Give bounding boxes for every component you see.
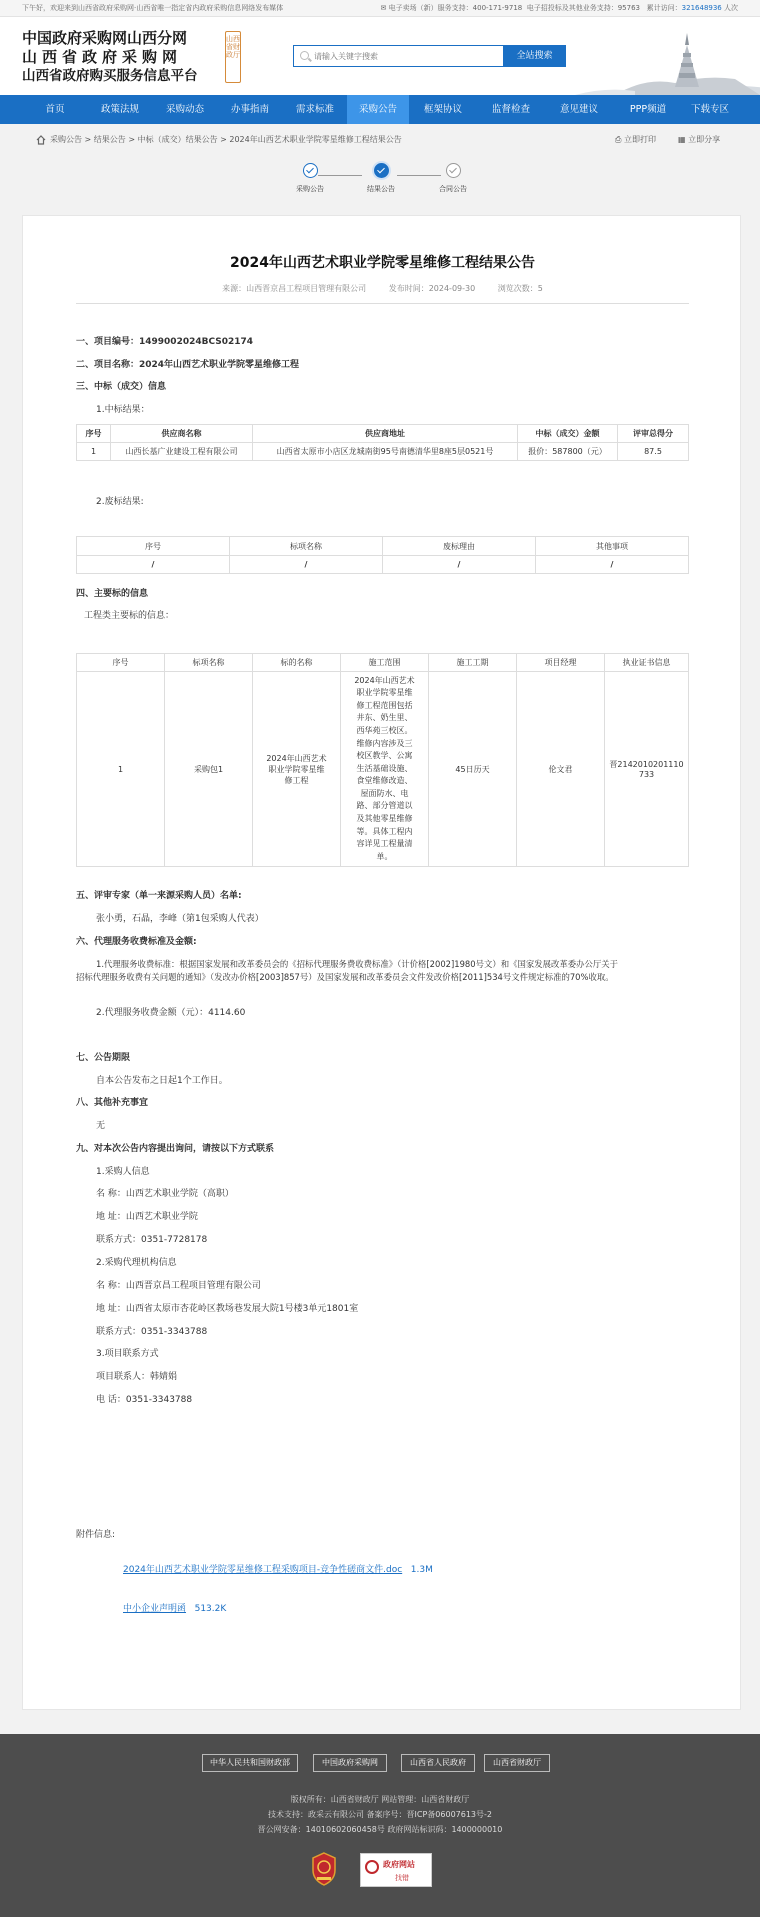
party-emblem-icon[interactable]	[311, 1852, 337, 1886]
agency-info-heading: 2.采购代理机构信息	[96, 1258, 177, 1268]
divider	[76, 303, 689, 304]
project-contact-heading: 3.项目联系方式	[96, 1349, 159, 1359]
business-support: 电子招投标及其他业务支持：95763	[526, 4, 640, 12]
table-header: 标的名称	[253, 654, 341, 672]
scope-line: 路、部分管道以	[356, 801, 413, 811]
article-source: 来源：山西晋京昌工程项目管理有限公司	[222, 284, 367, 293]
attachment-link-sme-declaration[interactable]: 中小企业声明函	[123, 1604, 187, 1614]
scope-line: 修工程范围包括	[356, 700, 413, 710]
nav-item-framework[interactable]: 框架协议	[423, 104, 462, 115]
void-table	[76, 536, 689, 574]
nav-item-supervision[interactable]: 监督检查	[491, 104, 530, 115]
printer-icon: ⎙	[615, 135, 622, 144]
scope-line: 维修内容涉及三	[356, 738, 413, 748]
table-header: 施工范围	[341, 654, 429, 672]
main-items-table	[76, 653, 689, 867]
search-box	[293, 45, 503, 67]
footer-copyright: 版权所有：山西省财政厅 网站管理：山西省财政厅	[290, 1795, 470, 1804]
purchaser-name: 名 称：山西艺术职业学院（高职）	[96, 1189, 234, 1199]
other-text: 无	[96, 1121, 106, 1131]
table-cell: /	[77, 556, 230, 574]
table-header: 项目经理	[517, 654, 605, 672]
scope-line: 屋面防水、电	[360, 788, 409, 798]
scope-line: 及其他零星维修	[356, 814, 413, 824]
footer-link-mof[interactable]: 中华人民共和国财政部	[202, 1754, 298, 1772]
support-info	[381, 0, 738, 17]
article-meta	[23, 283, 742, 294]
print-label: 立即打印	[623, 135, 656, 144]
fee-standard-line-2: 招标代理服务收费有关问题的通知》（发改办价格[2003]857号）及国家发展和改革委员会文件发改价格[2011]534号文件规定标准的70%收取。	[76, 972, 614, 982]
footer-link-ccgp[interactable]: 中国政府采购网	[313, 1754, 387, 1772]
nav-item-announcements[interactable]: 采购公告	[347, 95, 409, 124]
main-nav	[0, 95, 760, 124]
table-row	[77, 672, 689, 867]
section-contact: 九、对本次公告内容提出询问，请按以下方式联系	[76, 1144, 275, 1154]
site-search-button[interactable]: 全站搜索	[503, 45, 566, 67]
nav-item-home[interactable]: 首页	[45, 104, 65, 115]
project-manager: 伦文君	[517, 672, 605, 867]
article-views: 浏览次数：5	[497, 284, 543, 293]
package-name: 采购包1	[165, 672, 253, 867]
progress-steps	[0, 163, 760, 205]
logo-line-2: 山西省政府采购网	[22, 48, 183, 66]
footer-tech-support: 技术支持：政采云有限公司 备案序号：晋ICP备06007613号-2	[267, 1810, 492, 1819]
share-label: 立即分享	[688, 135, 721, 144]
scope-line: 等。具体工程内	[356, 826, 413, 836]
attachment-link-bid-document[interactable]: 2024年山西艺术职业学院零星维修工程采购项目-竞争性磋商文件.doc	[123, 1565, 403, 1575]
table-cell: /	[383, 556, 536, 574]
nav-item-policy[interactable]: 政策法规	[100, 104, 139, 115]
site-header	[0, 17, 760, 95]
table-cell: 1	[77, 672, 165, 867]
table-row	[77, 443, 689, 461]
table-header: 废标理由	[383, 537, 536, 556]
badge-title: 政府网站	[383, 1860, 415, 1869]
project-contact-person: 项目联系人：韩婧娟	[96, 1372, 178, 1382]
fee-standard-line-1: 1.代理服务收费标准：根据国家发展和改革委员会的《招标代理服务费收费标准》（计价格[2002]1980号文）和《国家发展改革委办公厅关于	[96, 959, 618, 969]
attachment-size: 513.2K	[194, 1604, 227, 1614]
article-date: 发布时间：2024-09-30	[388, 284, 476, 293]
step-label: 合同公告	[439, 185, 467, 193]
section-award-info: 三、中标（成交）信息	[76, 382, 167, 392]
attachment-size: 1.3M	[410, 1565, 433, 1575]
table-header: 施工工期	[429, 654, 517, 672]
step-result	[351, 163, 411, 194]
finance-dept-seal: 山西省财政厅	[225, 31, 241, 83]
nav-item-feedback[interactable]: 意见建议	[559, 104, 598, 115]
main-items-label: 工程类主要标的信息：	[84, 611, 175, 621]
certificate-line: 晋2142010201110	[609, 760, 684, 769]
visits-label: 累计访问：	[646, 4, 682, 12]
site-logo[interactable]	[22, 29, 198, 86]
table-cell: /	[230, 556, 383, 574]
table-header: 序号	[77, 654, 165, 672]
nav-item-ppp[interactable]: PPP频道	[629, 104, 667, 115]
pagoda-illustration	[575, 17, 760, 95]
step-procurement	[280, 163, 340, 194]
breadcrumb-text[interactable]: 采购公告 > 结果公告 > 中标（成交）结果公告 > 2024年山西艺术职业学院零星维修工程结果公告	[50, 135, 402, 144]
site-footer	[0, 1734, 760, 1917]
step-label: 结果公告	[367, 185, 395, 193]
table-header: 执业证书信息	[605, 654, 689, 672]
construction-period: 45日历天	[429, 672, 517, 867]
welcome-text: 下午好，欢迎来到山西省政府采购网·山西省唯一指定省内政府采购信息网络发布媒体	[22, 4, 284, 12]
section-main-items: 四、主要标的信息	[76, 589, 149, 599]
step-contract	[423, 163, 483, 194]
attachment-item	[123, 1601, 226, 1614]
page-title: 2024年山西艺术职业学院零星维修工程结果公告	[230, 255, 535, 271]
scope-line: 食堂维修改造、	[356, 776, 413, 786]
award-table	[76, 424, 689, 461]
nav-item-standards[interactable]: 需求标准	[295, 104, 334, 115]
table-cell: 1	[77, 443, 111, 461]
table-header: 中标（成交）金额	[518, 425, 618, 443]
project-number: 一、项目编号：1499002024BCS02174	[76, 337, 254, 347]
agency-address: 地 址：山西省太原市杏花岭区教场巷发展大院1号楼3单元1801室	[96, 1304, 359, 1314]
gov-site-error-badge[interactable]	[360, 1853, 432, 1887]
certificate-info	[605, 672, 689, 867]
purchaser-address: 地 址：山西艺术职业学院	[96, 1212, 198, 1222]
email-support: 电子卖场（新）服务支持：400-171-9718	[388, 4, 523, 12]
footer-link-finance-dept[interactable]: 山西省财政厅	[484, 1754, 550, 1772]
check-circle-icon	[303, 163, 318, 178]
notice-period-text: 自本公告发布之日起1个工作日。	[96, 1076, 228, 1086]
nav-item-guide[interactable]: 办事指南	[230, 104, 269, 115]
footer-link-shanxi-gov[interactable]: 山西省人民政府	[401, 1754, 475, 1772]
magnifier-icon	[365, 1860, 379, 1874]
step-label: 采购公告	[296, 185, 324, 193]
award-result-label: 1.中标结果：	[96, 405, 150, 415]
top-bar	[0, 0, 760, 17]
visits-unit: 人次	[724, 4, 738, 12]
check-circle-icon	[374, 163, 389, 178]
visit-count: 321648936	[681, 4, 722, 12]
fee-amount: 2.代理服务收费金额（元）：4114.60	[96, 1008, 246, 1018]
scope-line: 西华苑三校区。	[356, 725, 413, 735]
nav-item-downloads[interactable]: 下载专区	[690, 104, 729, 115]
certificate-line: 733	[638, 770, 655, 779]
expert-list: 张小勇，石晶，李峰（第1包采购人代表）	[96, 914, 264, 924]
share-button[interactable]	[678, 124, 720, 156]
search-input[interactable]	[314, 48, 494, 64]
table-header: 供应商名称	[111, 425, 253, 443]
project-name: 二、项目名称：2024年山西艺术职业学院零星维修工程	[76, 360, 300, 370]
review-score: 87.5	[618, 443, 689, 461]
item-name	[253, 672, 341, 867]
table-header: 标项名称	[230, 537, 383, 556]
attachments-label: 附件信息:	[76, 1530, 116, 1540]
table-header: 序号	[77, 425, 111, 443]
scope-line: 生活基础设施、	[356, 763, 413, 773]
mail-icon: ✉	[380, 4, 387, 12]
badge-subtitle: 找错	[395, 1874, 409, 1882]
award-amount: 报价：587800（元）	[518, 443, 618, 461]
scope-line: 2024年山西艺术	[354, 675, 415, 685]
agency-name: 名 称：山西晋京昌工程项目管理有限公司	[96, 1281, 261, 1291]
print-button[interactable]	[615, 124, 656, 156]
check-circle-icon	[446, 163, 461, 178]
section-other: 八、其他补充事宜	[76, 1098, 149, 1108]
construction-scope	[341, 672, 429, 867]
qr-code-icon: ▦	[678, 135, 686, 144]
scope-line: 单。	[376, 851, 393, 861]
project-contact-phone: 电 话：0351-3343788	[96, 1395, 193, 1405]
item-name-line: 职业学院零星维	[268, 764, 325, 774]
agency-phone: 联系方式：0351-3343788	[96, 1327, 208, 1337]
table-row	[77, 556, 689, 574]
section-notice-period: 七、公告期限	[76, 1053, 131, 1063]
section-agency-fee: 六、代理服务收费标准及金额:	[76, 937, 197, 947]
purchaser-phone: 联系方式：0351-7728178	[96, 1235, 208, 1245]
breadcrumb	[0, 124, 760, 156]
footer-security-record: 晋公网安备：14010602060458号 政府网站标识码：1400000010	[257, 1825, 503, 1834]
item-name-line: 2024年山西艺术	[266, 753, 327, 763]
logo-line-1: 中国政府采购网山西分网	[22, 29, 188, 47]
supplier-address: 山西省太原市小店区龙城南街95号南德清华里8座5层0521号	[253, 443, 518, 461]
scope-line: 井东、奶生里、	[356, 713, 413, 723]
scope-line: 校区教学、公寓	[356, 751, 413, 761]
section-experts: 五、评审专家（单一来源采购人员）名单:	[76, 891, 242, 901]
nav-item-news[interactable]: 采购动态	[165, 104, 204, 115]
table-header: 标项名称	[165, 654, 253, 672]
purchaser-info-heading: 1.采购人信息	[96, 1167, 150, 1177]
table-header: 其他事项	[536, 537, 689, 556]
logo-line-3: 山西省政府购买服务信息平台	[22, 68, 198, 84]
table-header: 评审总得分	[618, 425, 689, 443]
table-header: 序号	[77, 537, 230, 556]
item-name-line: 修工程	[284, 775, 309, 785]
announcement-card	[22, 215, 741, 1710]
home-icon[interactable]	[36, 135, 46, 145]
table-cell: /	[536, 556, 689, 574]
attachment-item	[123, 1562, 433, 1575]
void-result-label: 2.废标结果:	[96, 497, 144, 507]
scope-line: 职业学院零星维	[356, 688, 413, 698]
table-header: 供应商地址	[253, 425, 518, 443]
search-icon	[300, 51, 309, 60]
supplier-name: 山西长基广业建设工程有限公司	[111, 443, 253, 461]
scope-line: 容详见工程量清	[356, 839, 413, 849]
